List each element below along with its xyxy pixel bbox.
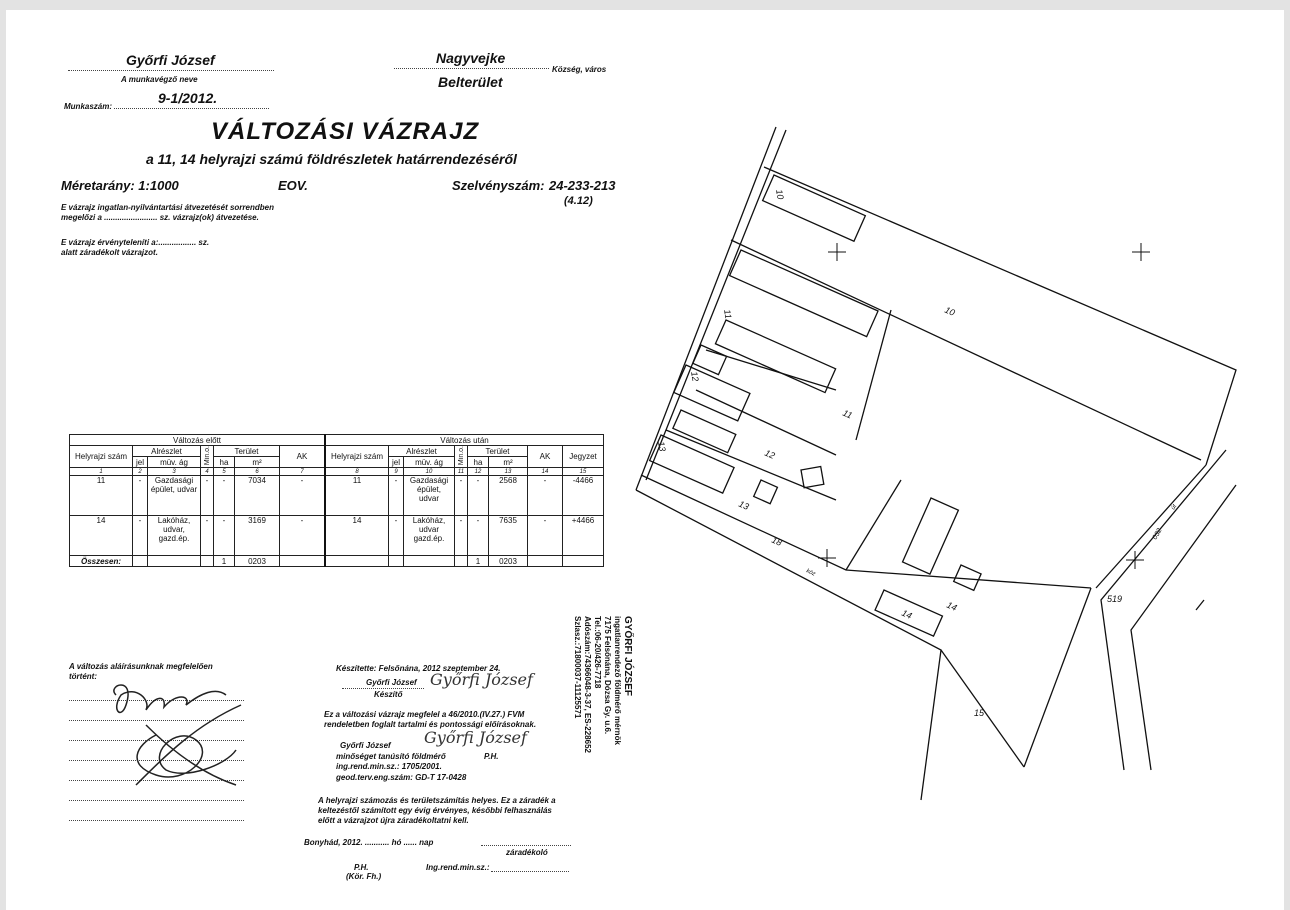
area-type: Belterület [438, 74, 503, 90]
parcel-map [6, 10, 1284, 910]
h-ak: AK [280, 446, 326, 468]
sign-label-line2: történt: [69, 672, 97, 681]
clause-office: (Kör. Fh.) [346, 872, 382, 881]
h-terulet: Terület [214, 446, 280, 457]
column-number-row: 1 2 3 4 5 6 7 8 9 10 11 12 13 14 15 [70, 468, 604, 476]
clause-ph: P.H. [354, 863, 369, 872]
label-13a: 13 [656, 440, 668, 453]
label-road: köz [805, 568, 817, 578]
after-title: Változás után [325, 435, 604, 446]
label-road-small: út [1170, 503, 1179, 511]
before-title: Változás előtt [70, 435, 326, 446]
clause-clerk: záradékoló [506, 848, 548, 857]
worker-name: Győrfi József [126, 52, 215, 68]
road-18-edge [636, 490, 941, 800]
h-muvag-2: müv. ág [404, 457, 455, 468]
note2-line2: alatt záradékolt vázrajzot. [61, 248, 158, 257]
label-18: 18 [770, 534, 784, 548]
clause-line2: keltezéstől számított egy évig érvényes, későbbi felhasználás [318, 806, 552, 815]
h-alreszlet-2: Alrészlet [389, 446, 455, 457]
clause-line3: előtt a vázrajzot újra záradékoltatni kell. [318, 816, 469, 825]
note1-line2: megelőzi a ........................ sz. vázrajz(ok) átvezetése. [61, 213, 259, 222]
subtitle: a 11, 14 helyrajzi számú földrészletek határrendezéséről [146, 151, 517, 167]
place-date: Készítette: Felsőnána, 2012 szeptember 24. [336, 664, 501, 673]
label-15: 15 [974, 708, 985, 718]
surveyor-stamp: GYŐRFI JÓZSEF ingatlanrendező földmérő mérnök 7175 Felsőnána, Dózsa Gy. u.6. Tel.:06-20/426-7718 Adószám:74366048-3-37, ES-228652 Szlasz.:71800037-11125571 [573, 616, 633, 753]
label-11a: 11 [722, 308, 734, 320]
municipality: Nagyvejke [436, 50, 506, 66]
page-title: VÁLTOZÁSI VÁZRAJZ [211, 118, 480, 145]
label-12b: 12 [763, 447, 777, 461]
h-ha-2: ha [468, 457, 489, 468]
h-min: Min.o. [201, 446, 214, 468]
h-ha: ha [214, 457, 235, 468]
prepared-ph: P.H. [484, 752, 499, 761]
h-jel-2: jel [389, 457, 404, 468]
statement-line2: rendeletben foglalt tartalmi és pontossági előírásoknak. [324, 720, 537, 729]
total-row: Összesen: 1 0203 1 0203 [70, 556, 604, 567]
label-032: 032 [1151, 527, 1164, 541]
clause-line1: A helyrajzi számozás és területszámítás helyes. Ez a záradék a [318, 796, 556, 805]
job-label: Munkaszám: [64, 102, 113, 111]
prepared-role: Készítő [374, 690, 403, 699]
table-row: 14 - Lakóház, udvar, gazd.ép. - - 3169 - 14 - Lakóház, udvar gazd.ép. - - 7635 - +4466 [70, 516, 604, 556]
h-jel: jel [133, 457, 148, 468]
parcel-10-boundary [764, 167, 1236, 465]
prepared-name: Győrfi József [366, 678, 417, 687]
sheet-number: 24-233-213 [549, 178, 616, 193]
eov: EOV. [278, 178, 308, 193]
job-number: 9-1/2012. [158, 90, 218, 106]
h-hrsz: Helyrajzi szám [70, 446, 133, 468]
h-alreszlet: Alrészlet [133, 446, 201, 457]
road-032-edge-a [1101, 450, 1226, 770]
worker-label: A munkavégző neve [121, 75, 198, 84]
prepared-name2: Győrfi József [340, 741, 391, 750]
prepared-signature: Győrfi József [430, 670, 533, 689]
statement-line1: Ez a változási vázrajz megfelel a 46/2010.(IV.27.) FVM [324, 710, 525, 719]
table-row: 11 - Gazdasági épület, udvar - - 7034 - 11 - Gazdasági épület, udvar - - 2568 - -4466 [70, 476, 604, 516]
municipality-suffix: Község, város [552, 65, 607, 74]
reg1: ing.rend.min.sz.: 1705/2001. [336, 762, 442, 771]
road-032-edge-b [1131, 485, 1236, 770]
reg2: geod.terv.eng.szám: GD-T 17-0428 [336, 773, 467, 782]
grid-crosses [818, 243, 1150, 569]
note2-line1: E vázrajz érvényteleníti a:................. sz. [61, 238, 210, 247]
survey-sheet [6, 10, 1284, 910]
road-edge-left [636, 127, 776, 490]
h-terulet-2: Terület [468, 446, 528, 457]
prepared-role2: minőséget tanúsító földmérő [336, 752, 446, 761]
label-11b: 11 [841, 407, 854, 421]
clause-reg: Ing.rend.min.sz.: [426, 863, 490, 872]
h-m2-2: m² [489, 457, 528, 468]
sheet-label: Szelvényszám: [452, 178, 545, 193]
label-10b: 10 [943, 304, 957, 318]
label-10a: 10 [774, 188, 786, 201]
scale: Méretarány: 1:1000 [61, 178, 179, 193]
sheet-sub: (4.12) [564, 195, 593, 207]
label-519: 519 [1107, 594, 1123, 604]
h-min-2: Min.o. [455, 446, 468, 468]
prepared-signature2: Győrfi József [424, 728, 527, 747]
label-14b: 14 [900, 607, 914, 621]
label-12a: 12 [689, 370, 701, 383]
h-jegyzet: Jegyzet [563, 446, 604, 468]
clause-place: Bonyhád, 2012. ........... hó ...... nap [304, 838, 434, 847]
h-ak-2: AK [528, 446, 563, 468]
label-13b: 13 [737, 498, 751, 512]
h-muvag: müv. ág [148, 457, 201, 468]
h-m2: m² [235, 457, 280, 468]
note1-line1: E vázrajz ingatlan-nyilvántartási átvezetését sorrendben [61, 203, 274, 212]
sign-label-line1: A változás aláírásunknak megfelelően [69, 662, 213, 671]
label-14a: 14 [945, 599, 959, 613]
h-hrsz-2: Helyrajzi szám [325, 446, 389, 468]
